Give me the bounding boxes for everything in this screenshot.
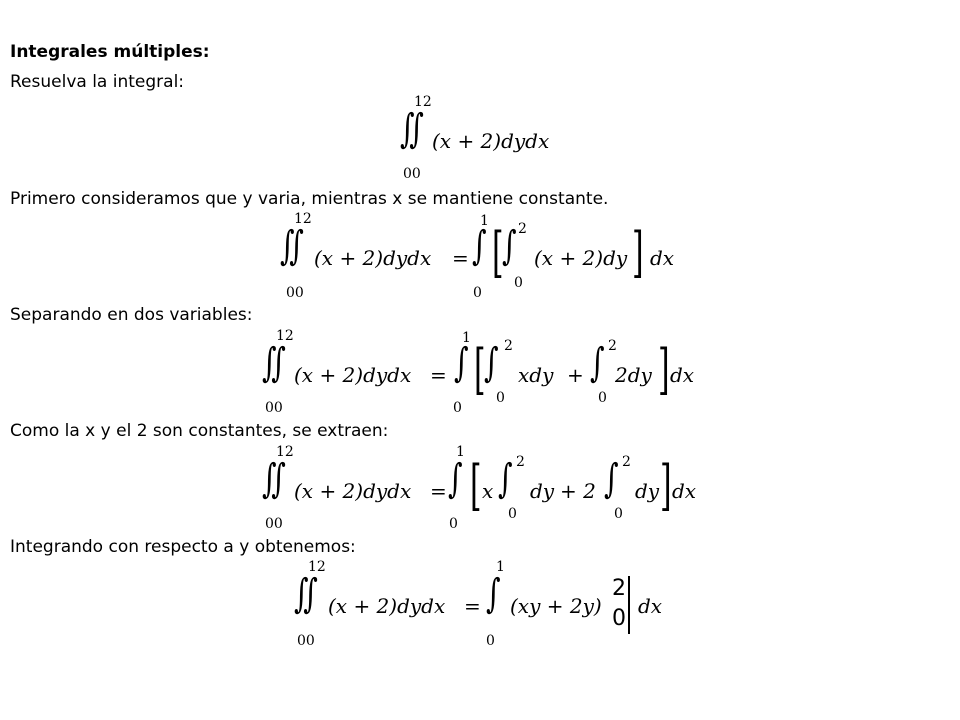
inner-lower-limit: 0	[598, 390, 607, 406]
dx: dx	[670, 363, 695, 387]
section-title: Integrales múltiples:	[10, 42, 210, 62]
inner-upper-limit: 2	[518, 221, 527, 237]
step-3-text: Como la x y el 2 son constantes, se extraen:	[10, 421, 389, 441]
integrand: (x + 2)dydx	[328, 594, 446, 618]
left-bracket: [	[474, 338, 486, 401]
inner-upper-limit: 2	[516, 454, 525, 470]
integral-symbol: ∫	[498, 456, 513, 502]
integral-symbol: ∫	[448, 456, 463, 502]
plus-two: + 2	[560, 479, 596, 503]
dy-term: dy	[530, 479, 555, 503]
integral-symbol: ∫	[590, 340, 605, 386]
left-bracket: [	[492, 221, 504, 284]
integrand: (x + 2)dydx	[294, 363, 412, 387]
equation-3	[262, 327, 702, 431]
lower-limit: 00	[265, 516, 283, 532]
integral-symbol: ∫	[454, 340, 469, 386]
upper-limit: 12	[276, 444, 294, 460]
upper-limit: 12	[294, 211, 312, 227]
left-bracket: [	[470, 454, 482, 517]
plus-sign: +	[567, 363, 584, 387]
integral-symbol: ∫	[472, 223, 487, 269]
lower-limit: 00	[403, 166, 421, 182]
dy-term: dy	[635, 479, 660, 503]
equation-2	[280, 210, 690, 314]
lower-limit: 00	[286, 285, 304, 301]
equals-sign: =	[430, 363, 447, 387]
step-1-text: Primero consideramos que y varia, mientras x se mantiene constante.	[10, 189, 609, 209]
outer-upper-limit: 1	[462, 330, 471, 346]
right-bracket: ]	[632, 221, 644, 284]
inner-lower-limit: 0	[514, 275, 523, 291]
equals-sign: =	[452, 246, 469, 270]
double-integral-symbol: ∬	[280, 223, 304, 269]
equation-1	[400, 93, 570, 197]
integral-symbol: ∫	[502, 223, 517, 269]
inner-upper-limit: 2	[622, 454, 631, 470]
integral-symbol: ∫	[604, 456, 619, 502]
outer-upper-limit: 1	[496, 559, 505, 575]
double-integral-symbol: ∬	[262, 456, 286, 502]
outer-upper-limit: 1	[456, 444, 465, 460]
double-integral-symbol: ∬	[262, 340, 286, 386]
inner-upper-limit: 2	[504, 338, 513, 354]
upper-limit: 12	[414, 94, 432, 110]
step-4-text: Integrando con respecto a y obtenemos:	[10, 537, 356, 557]
integrand: (x + 2)dydx	[294, 479, 412, 503]
integrand: (x + 2)dydx	[432, 129, 550, 153]
outer-lower-limit: 0	[449, 516, 458, 532]
right-bracket: ]	[658, 338, 670, 401]
integral-symbol: ∫	[486, 571, 501, 617]
equation-4	[262, 443, 702, 547]
equals-sign: =	[430, 479, 447, 503]
equation-5	[294, 558, 674, 662]
outer-lower-limit: 0	[473, 285, 482, 301]
outer-lower-limit: 0	[486, 633, 495, 649]
upper-limit: 12	[276, 328, 294, 344]
lower-limit: 00	[297, 633, 315, 649]
inner-upper-limit: 2	[608, 338, 617, 354]
integrand: (x + 2)dydx	[314, 246, 432, 270]
dx: dx	[650, 246, 675, 270]
right-bracket: ]	[660, 454, 672, 517]
inner-lower-limit: 0	[496, 390, 505, 406]
evaluation-lower-limit: 0	[612, 606, 626, 631]
x-factor: x	[482, 479, 494, 503]
dx: dx	[638, 594, 663, 618]
instruction-text: Resuelva la integral:	[10, 72, 185, 92]
double-integral-symbol: ∬	[400, 106, 424, 152]
outer-upper-limit: 1	[480, 213, 489, 229]
evaluation-upper-limit: 2	[612, 576, 626, 601]
double-integral-symbol: ∬	[294, 571, 318, 617]
outer-lower-limit: 0	[453, 400, 462, 416]
lower-limit: 00	[265, 400, 283, 416]
equals-sign: =	[464, 594, 481, 618]
antiderivative: (xy + 2y)	[510, 594, 602, 618]
upper-limit: 12	[308, 559, 326, 575]
dx: dx	[672, 479, 697, 503]
inner-integrand: (x + 2)dy	[534, 246, 628, 270]
evaluation-bar	[628, 576, 630, 634]
x-dy-term: xdy	[518, 363, 554, 387]
inner-lower-limit: 0	[614, 506, 623, 522]
step-2-text: Separando en dos variables:	[10, 305, 253, 325]
integral-symbol: ∫	[484, 340, 499, 386]
inner-lower-limit: 0	[508, 506, 517, 522]
two-dy-term: 2dy	[615, 363, 652, 387]
